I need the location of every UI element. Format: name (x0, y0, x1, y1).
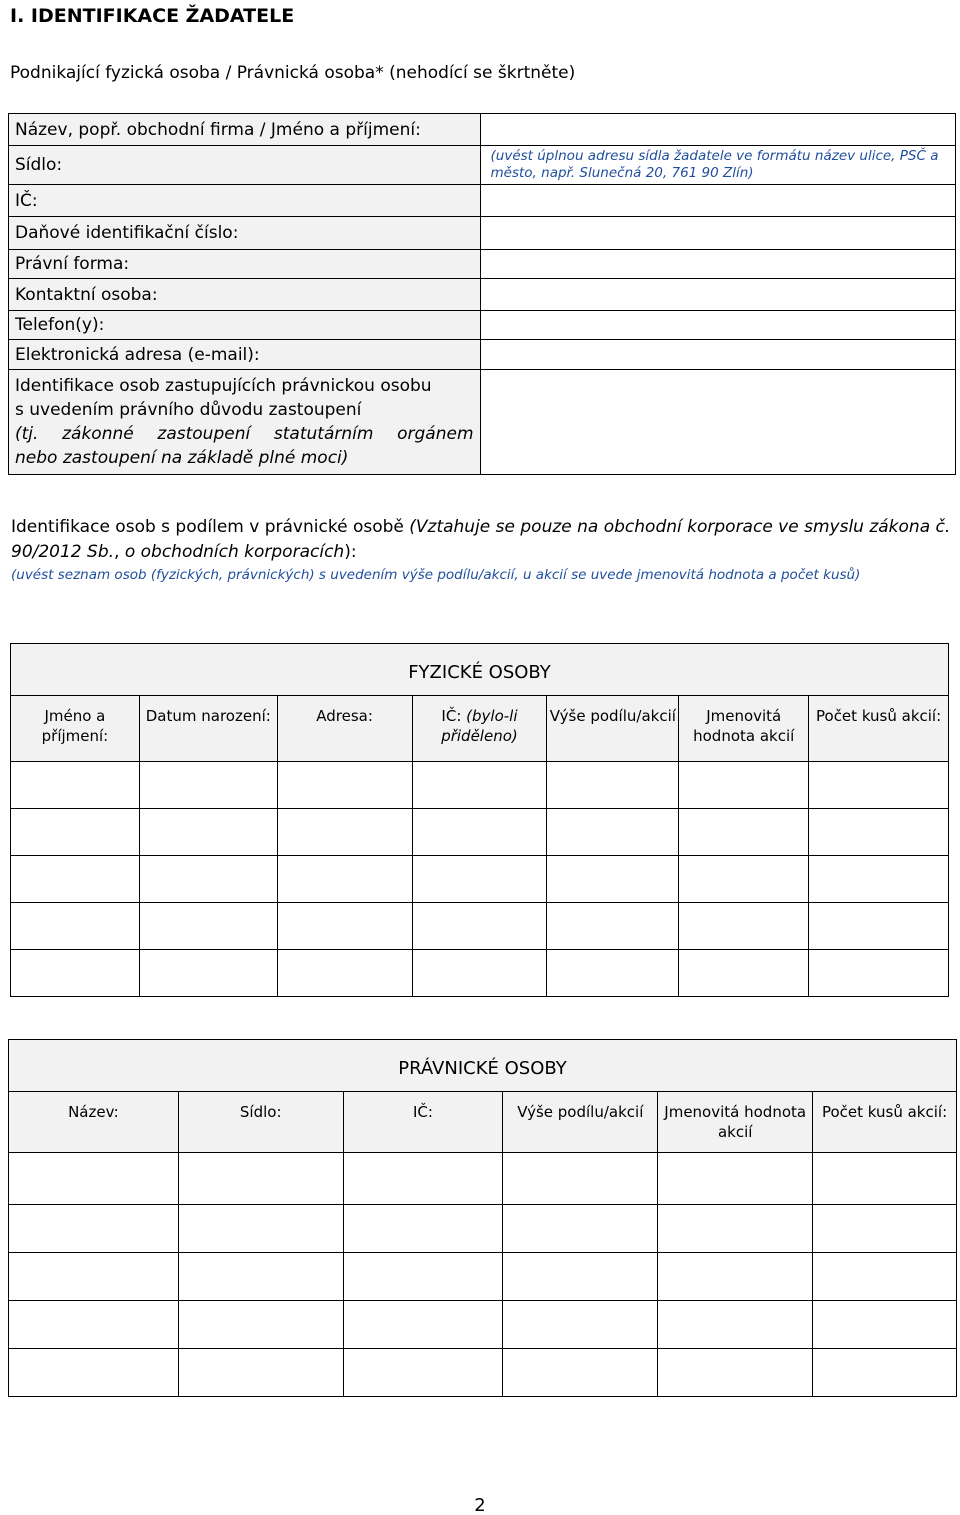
field-phone[interactable] (480, 311, 955, 340)
field-ico[interactable] (480, 185, 955, 217)
table-row (9, 1205, 957, 1253)
col-share-count: Počet kusů akcií: (809, 696, 949, 762)
table-cell[interactable] (11, 856, 140, 903)
col-ico-label: IČ: (441, 707, 462, 725)
table-cell[interactable] (809, 809, 949, 856)
table-cell[interactable] (658, 1349, 813, 1397)
table-cell[interactable] (503, 1153, 658, 1205)
table-cell[interactable] (343, 1153, 503, 1205)
table-row (11, 950, 949, 997)
table-cell[interactable] (139, 856, 277, 903)
col-seat: Sídlo: (178, 1092, 343, 1153)
col-birth-date: Datum narození: (139, 696, 277, 762)
col-ico-note: (bylo-li přiděleno) (441, 707, 518, 745)
share-text-main: Identifikace osob s podílem v právnické osobě (11, 517, 410, 537)
table-row (11, 809, 949, 856)
table-cell[interactable] (547, 762, 679, 809)
label-representation (9, 370, 481, 475)
applicant-type-subtitle: Podnikající fyzická osoba / Právnická osoba* (nehodící se škrtněte) (10, 63, 576, 83)
table-row (9, 1301, 957, 1349)
table-cell[interactable] (547, 809, 679, 856)
table-cell[interactable] (679, 950, 809, 997)
label-ico: IČ: (9, 185, 481, 217)
table-cell[interactable] (658, 1253, 813, 1301)
field-dic[interactable] (480, 217, 955, 250)
table-cell[interactable] (11, 762, 140, 809)
table-cell[interactable] (343, 1253, 503, 1301)
col-share: Výše podílu/akcií (547, 696, 679, 762)
table-cell[interactable] (813, 1153, 957, 1205)
table-cell[interactable] (277, 762, 412, 809)
col-legal-ico: IČ: (343, 1092, 503, 1153)
table-cell[interactable] (547, 856, 679, 903)
page-number: 2 (474, 1495, 486, 1515)
table-cell[interactable] (178, 1205, 343, 1253)
field-legal-form[interactable] (480, 250, 955, 279)
representation-line2: s uvedením právního důvodu zastoupení (15, 400, 362, 420)
share-text-mid: , (114, 542, 125, 562)
share-section-note: (uvést seznam osob (fyzických, právnických) s uvedením výše podílu/akcií, u akcií se uvede jmenovitá hodnota a počet kusů) (11, 567, 861, 583)
table-cell[interactable] (813, 1349, 957, 1397)
table-cell[interactable] (412, 762, 547, 809)
col-name: Jméno a příjmení: (11, 696, 140, 762)
table-cell[interactable] (809, 762, 949, 809)
table-cell[interactable] (503, 1301, 658, 1349)
table-cell[interactable] (11, 903, 140, 950)
representation-line1: Identifikace osob zastupujících právnickou osobu (15, 376, 432, 396)
table-row (9, 1153, 957, 1205)
table-cell[interactable] (343, 1349, 503, 1397)
natural-persons-title: FYZICKÉ OSOBY (11, 644, 949, 696)
table-cell[interactable] (9, 1301, 179, 1349)
table-cell[interactable] (9, 1349, 179, 1397)
table-cell[interactable] (11, 950, 140, 997)
field-email[interactable] (480, 340, 955, 370)
table-cell[interactable] (547, 950, 679, 997)
identification-form (8, 113, 956, 475)
field-contact-person[interactable] (480, 279, 955, 311)
table-cell[interactable] (679, 762, 809, 809)
legal-persons-table (8, 1039, 957, 1397)
natural-persons-table (10, 643, 949, 997)
table-cell[interactable] (412, 950, 547, 997)
field-seat[interactable] (480, 146, 955, 185)
share-text-end: ): (344, 542, 357, 562)
table-cell[interactable] (658, 1153, 813, 1205)
table-cell[interactable] (679, 809, 809, 856)
table-cell[interactable] (658, 1301, 813, 1349)
table-cell[interactable] (412, 903, 547, 950)
col-ico (412, 696, 547, 762)
table-cell[interactable] (343, 1205, 503, 1253)
col-legal-nominal-value: Jmenovitá hodnota akcií (658, 1092, 813, 1153)
table-row (11, 762, 949, 809)
table-cell[interactable] (139, 809, 277, 856)
table-cell[interactable] (412, 856, 547, 903)
col-company-name: Název: (9, 1092, 179, 1153)
section-heading: I. IDENTIFIKACE ŽADATELE (10, 5, 295, 27)
label-legal-form: Právní forma: (9, 250, 481, 279)
table-cell[interactable] (9, 1205, 179, 1253)
table-row (9, 1253, 957, 1301)
table-cell[interactable] (813, 1253, 957, 1301)
label-contact-person: Kontaktní osoba: (9, 279, 481, 311)
label-email: Elektronická adresa (e-mail): (9, 340, 481, 370)
table-cell[interactable] (547, 903, 679, 950)
table-row (11, 903, 949, 950)
table-cell[interactable] (139, 903, 277, 950)
table-cell[interactable] (813, 1301, 957, 1349)
seat-note: (uvést úplnou adresu sídla žadatele ve formátu název ulice, PSČ a město, např. Slunečná 20, 761 90 Zlín) (490, 148, 939, 181)
table-cell[interactable] (809, 856, 949, 903)
representation-line3: (tj. zákonné zastoupení statutárním orgánem (15, 424, 474, 444)
table-cell[interactable] (139, 762, 277, 809)
table-cell[interactable] (809, 950, 949, 997)
label-seat: Sídlo: (9, 146, 481, 185)
field-company-name[interactable] (480, 114, 955, 146)
label-phone: Telefon(y): (9, 311, 481, 340)
table-cell[interactable] (813, 1205, 957, 1253)
table-cell[interactable] (178, 1253, 343, 1301)
table-cell[interactable] (658, 1205, 813, 1253)
label-company-name: Název, popř. obchodní firma / Jméno a příjmení: (9, 114, 481, 146)
table-cell[interactable] (679, 903, 809, 950)
table-cell[interactable] (9, 1153, 179, 1205)
table-cell[interactable] (679, 856, 809, 903)
table-cell[interactable] (11, 809, 140, 856)
table-cell[interactable] (178, 1153, 343, 1205)
representation-line4: nebo zastoupení na základě plné moci) (15, 448, 349, 468)
table-cell[interactable] (139, 950, 277, 997)
table-cell[interactable] (343, 1301, 503, 1349)
col-address: Adresa: (277, 696, 412, 762)
legal-persons-title: PRÁVNICKÉ OSOBY (9, 1040, 957, 1092)
col-legal-share-count: Počet kusů akcií: (813, 1092, 957, 1153)
table-row (9, 1349, 957, 1397)
table-cell[interactable] (277, 950, 412, 997)
table-cell[interactable] (9, 1253, 179, 1301)
table-cell[interactable] (412, 809, 547, 856)
table-cell[interactable] (503, 1253, 658, 1301)
share-text-italic: (Vztahuje se pouze na obchodní korporace ve smyslu zákona č. 90/2012 Sb. (11, 517, 951, 562)
label-dic: Daňové identifikační číslo: (9, 217, 481, 250)
table-cell[interactable] (178, 1349, 343, 1397)
table-cell[interactable] (277, 809, 412, 856)
col-nominal-value: Jmenovitá hodnota akcií (679, 696, 809, 762)
share-text-italic2: o obchodních korporacích (124, 542, 345, 562)
field-representation[interactable] (480, 370, 955, 475)
table-row (11, 856, 949, 903)
table-cell[interactable] (809, 903, 949, 950)
table-cell[interactable] (178, 1301, 343, 1349)
col-legal-share: Výše podílu/akcií (503, 1092, 658, 1153)
table-cell[interactable] (503, 1349, 658, 1397)
table-cell[interactable] (277, 856, 412, 903)
share-section-text (11, 515, 956, 565)
table-cell[interactable] (503, 1205, 658, 1253)
table-cell[interactable] (277, 903, 412, 950)
